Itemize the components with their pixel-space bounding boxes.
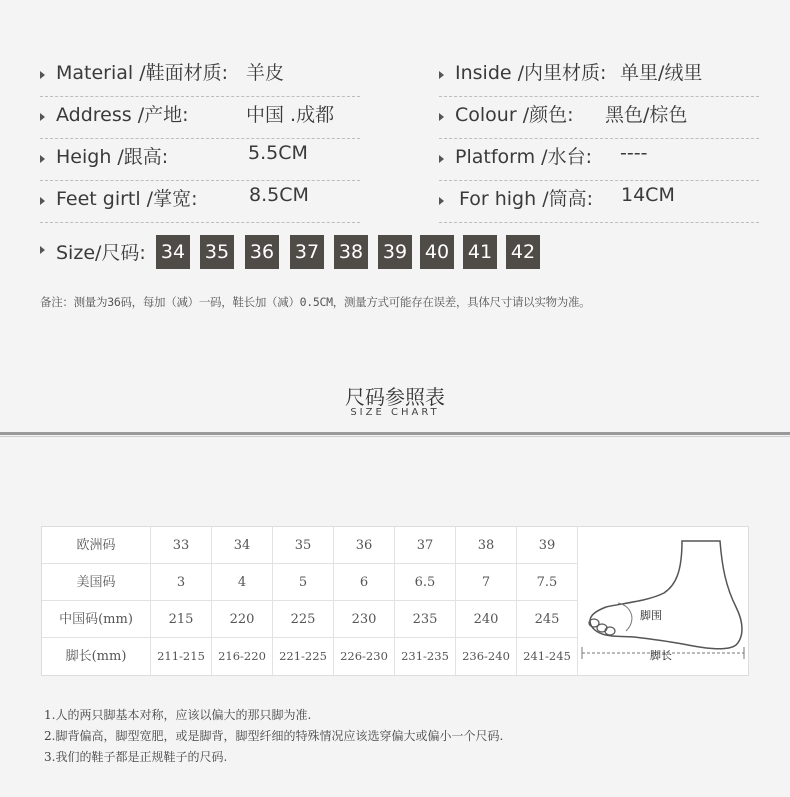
table-cell: 39 [517,527,578,564]
bullet-arrow-icon [40,197,45,205]
spec-label: Heigh /跟高: [56,146,169,168]
row-header: 美国码 [42,564,151,601]
foot-illustration-icon [578,527,748,675]
table-cell: 236-240 [456,638,517,675]
size-chip-38[interactable]: 38 [334,235,368,269]
spec-value: 8.5CM [249,184,309,206]
table-cell: 6 [334,564,395,601]
foot-diagram [578,527,748,675]
spec-shaft-height [439,180,759,223]
spec-platform [439,138,759,181]
bullet-arrow-icon [439,71,444,79]
bullet-arrow-icon [40,155,45,163]
bullet-arrow-icon [439,113,444,121]
table-cell: 211-215 [151,638,212,675]
section-divider [0,432,790,435]
section-divider-thin [0,436,790,437]
size-chip-36[interactable]: 36 [245,235,279,269]
size-notes [44,705,503,768]
bullet-arrow-icon [40,113,45,121]
spec-label: Address /产地: [56,104,189,126]
table-cell: 221-225 [273,638,334,675]
chart-title: 尺码参照表 [345,385,445,409]
table-cell: 33 [151,527,212,564]
size-chip-37[interactable]: 37 [290,235,324,269]
table-cell: 245 [517,601,578,638]
table-cell: 226-230 [334,638,395,675]
table-cell: 6.5 [395,564,456,601]
table-cell: 216-220 [212,638,273,675]
spec-heel-height [40,138,360,181]
spec-value: 羊皮 [246,62,285,84]
size-chip-39[interactable]: 39 [378,235,412,269]
note-line-3: 3.我们的鞋子都是正规鞋子的尺码. [44,750,228,764]
measurement-note: 备注：测量为36码，每加（减）一码，鞋长加（减）0.5CM，测量方式可能存在误差，具体尺寸请以实物为准。 [40,295,591,309]
table-cell: 38 [456,527,517,564]
row-header: 中国码(mm) [42,601,151,638]
note-line-1: 1.人的两只脚基本对称，应该以偏大的那只脚为准. [44,708,312,722]
table-cell: 220 [212,601,273,638]
chart-subtitle: SIZE CHART [350,407,440,418]
bullet-arrow-icon [40,71,45,79]
spec-value: 5.5CM [248,142,308,164]
spec-value: 中国 .成都 [246,104,335,126]
size-chart-table [41,526,749,676]
table-cell: 35 [273,527,334,564]
row-header: 欧洲码 [42,527,151,564]
table-cell: 240 [456,601,517,638]
spec-value: 14CM [621,184,675,206]
table-cell: 215 [151,601,212,638]
spec-value: 单里/绒里 [620,62,703,84]
size-chip-42[interactable]: 42 [506,235,540,269]
spec-label: Colour /颜色: [455,104,574,126]
spec-label: Inside /内里材质: [455,62,607,84]
table-cell: 4 [212,564,273,601]
spec-label: Platform /水台: [455,146,592,168]
spec-label: For high /筒高: [459,188,593,210]
spec-material [40,54,360,97]
table-cell: 235 [395,601,456,638]
size-chip-35[interactable]: 35 [200,235,234,269]
table-cell: 231-235 [395,638,456,675]
table-cell: 225 [273,601,334,638]
table-cell: 5 [273,564,334,601]
bullet-arrow-icon [439,155,444,163]
spec-feet-girth [40,180,360,223]
spec-inside [439,54,759,97]
table-cell: 37 [395,527,456,564]
spec-colour [439,96,759,139]
table-cell: 3 [151,564,212,601]
table-cell: 7.5 [517,564,578,601]
size-label: Size/尺码: [56,242,146,264]
spec-value: ---- [620,142,648,164]
table-cell: 7 [456,564,517,601]
spec-value: 黑色/棕色 [605,104,688,126]
spec-address [40,96,360,139]
foot-girth-label: 脚围 [640,609,662,622]
foot-length-label: 脚长 [650,649,672,662]
note-line-2: 2.脚背偏高，脚型宽肥，或是脚背，脚型纤细的特殊情况应该选穿偏大或偏小一个尺码. [44,729,504,743]
table-cell: 36 [334,527,395,564]
spec-label: Feet girtl /掌宽: [56,188,198,210]
row-header: 脚长(mm) [42,638,151,675]
size-chip-34[interactable]: 34 [156,235,190,269]
bullet-arrow-icon [40,246,45,254]
table-cell: 230 [334,601,395,638]
spec-label: Material /鞋面材质: [56,62,229,84]
table-cell: 241-245 [517,638,578,675]
bullet-arrow-icon [439,197,444,205]
size-chip-40[interactable]: 40 [420,235,454,269]
size-chip-41[interactable]: 41 [463,235,497,269]
table-cell: 34 [212,527,273,564]
